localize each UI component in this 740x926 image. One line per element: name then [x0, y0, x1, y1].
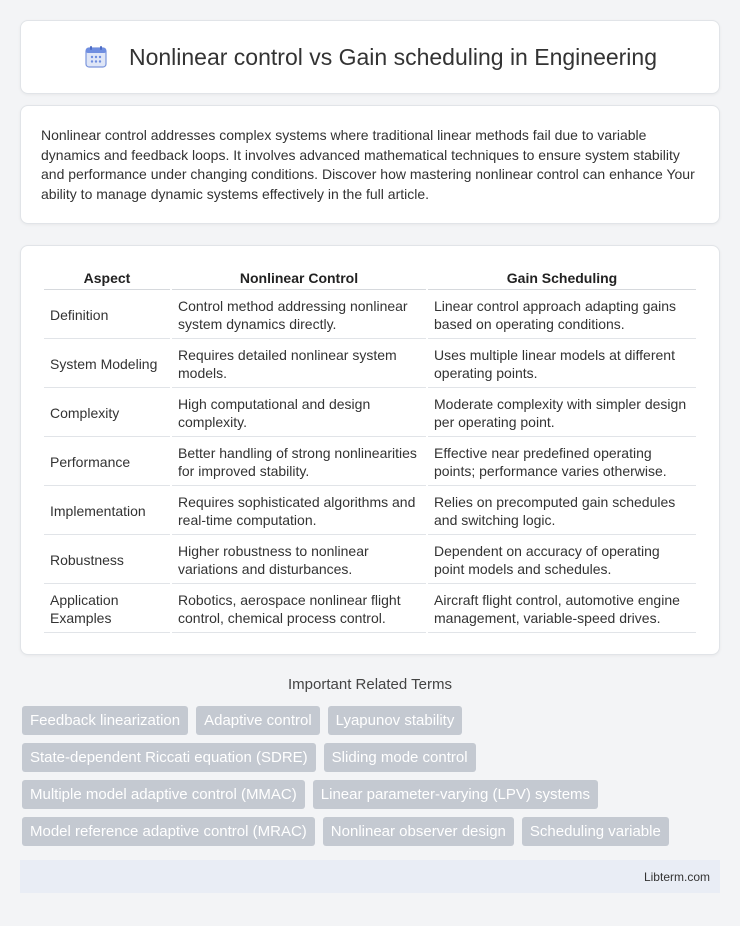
related-terms-tags: [20, 706, 720, 846]
tag-sliding-mode-control[interactable]: Sliding mode control: [324, 743, 476, 772]
row-gain: Dependent on accuracy of operating point models and schedules.: [428, 537, 696, 584]
row-aspect: System Modeling: [44, 341, 170, 388]
footer-site-link[interactable]: Libterm.com: [643, 869, 710, 884]
row-gain: Aircraft flight control, automotive engine management, variable-speed drives.: [428, 586, 696, 633]
table-row: [44, 537, 696, 584]
row-aspect: Definition: [44, 292, 170, 339]
header-aspect: Aspect: [44, 268, 170, 290]
header-nonlinear-control: Nonlinear Control: [172, 268, 426, 290]
tag-mrac[interactable]: Model reference adaptive control (MRAC): [22, 817, 315, 846]
intro-card: [20, 105, 720, 224]
row-nonlinear: High computational and design complexity.: [172, 390, 426, 437]
tag-feedback-linearization[interactable]: Feedback linearization: [22, 706, 188, 735]
table-header-row: [44, 268, 696, 290]
row-nonlinear: Robotics, aerospace nonlinear flight control, chemical process control.: [172, 586, 426, 633]
tag-mmac[interactable]: Multiple model adaptive control (MMAC): [22, 780, 305, 809]
header-gain-scheduling: Gain Scheduling: [428, 268, 696, 290]
comparison-table-card: [20, 245, 720, 655]
footer: [20, 860, 720, 893]
calendar-icon: [83, 44, 109, 70]
row-aspect: Implementation: [44, 488, 170, 535]
row-aspect: Complexity: [44, 390, 170, 437]
row-nonlinear: Requires sophisticated algorithms and real-time computation.: [172, 488, 426, 535]
row-aspect: Performance: [44, 439, 170, 486]
comparison-table: [42, 266, 698, 635]
row-gain: Linear control approach adapting gains based on operating conditions.: [428, 292, 696, 339]
row-nonlinear: Better handling of strong nonlinearities for improved stability.: [172, 439, 426, 486]
related-terms-section: [20, 676, 720, 846]
table-row: [44, 292, 696, 339]
row-gain: Relies on precomputed gain schedules and switching logic.: [428, 488, 696, 535]
tag-scheduling-variable[interactable]: Scheduling variable: [522, 817, 669, 846]
table-row: [44, 390, 696, 437]
row-nonlinear: Control method addressing nonlinear system dynamics directly.: [172, 292, 426, 339]
related-terms-title: Important Related Terms: [288, 676, 452, 693]
page-title: Nonlinear control vs Gain scheduling in Engineering: [128, 43, 658, 70]
header-card: [20, 20, 720, 94]
tag-lyapunov-stability[interactable]: Lyapunov stability: [328, 706, 463, 735]
row-gain: Effective near predefined operating points; performance varies otherwise.: [428, 439, 696, 486]
row-gain: Uses multiple linear models at different operating points.: [428, 341, 696, 388]
table-row: [44, 586, 696, 633]
row-aspect: Robustness: [44, 537, 170, 584]
row-gain: Moderate complexity with simpler design per operating point.: [428, 390, 696, 437]
row-nonlinear: Higher robustness to nonlinear variations and disturbances.: [172, 537, 426, 584]
tag-nonlinear-observer-design[interactable]: Nonlinear observer design: [323, 817, 514, 846]
table-row: [44, 488, 696, 535]
row-nonlinear: Requires detailed nonlinear system models.: [172, 341, 426, 388]
intro-text: Nonlinear control addresses complex systems where traditional linear methods fail due to variable dynamics and feedback loops. It involves advanced mathematical techniques to ensure system stability and performance under changing conditions. Discover how mastering nonlinear control can enhance Your ability to manage dynamic systems effectively in the full article.: [41, 127, 695, 202]
table-row: [44, 439, 696, 486]
tag-adaptive-control[interactable]: Adaptive control: [196, 706, 320, 735]
tag-lpv-systems[interactable]: Linear parameter-varying (LPV) systems: [313, 780, 598, 809]
tag-sdre[interactable]: State-dependent Riccati equation (SDRE): [22, 743, 316, 772]
table-row: [44, 341, 696, 388]
row-aspect: Application Examples: [44, 586, 170, 633]
